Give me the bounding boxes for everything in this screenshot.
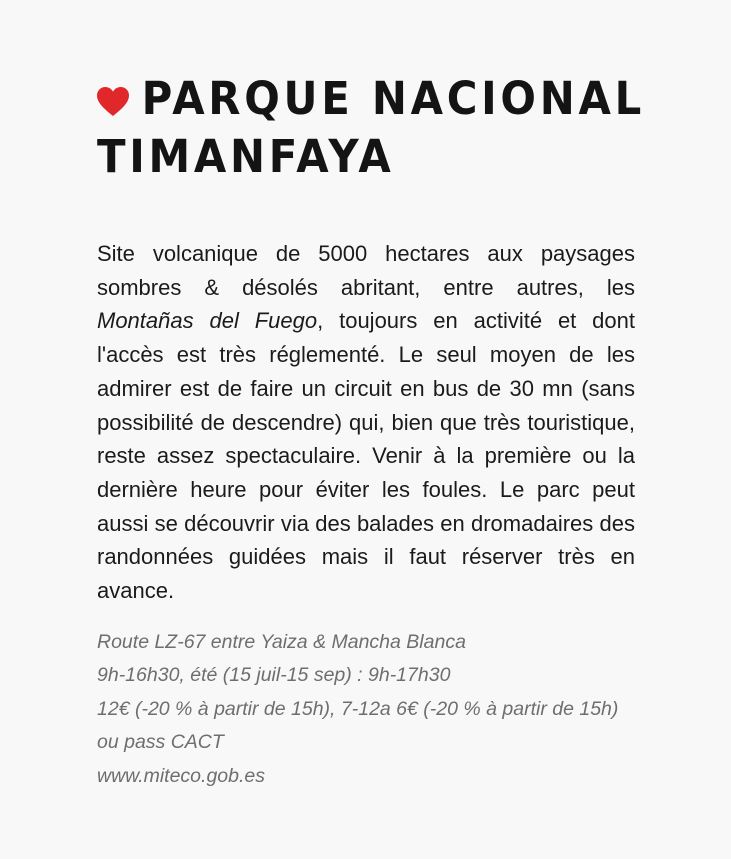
page-title xyxy=(97,70,645,186)
description-paragraph xyxy=(97,237,635,608)
practical-info xyxy=(97,626,637,794)
title-block xyxy=(97,70,645,186)
website-link[interactable]: www.miteco.gob.es xyxy=(97,764,265,787)
opening-hours-text: 9h-16h30, été (15 juil-15 sep) : 9h-17h30 xyxy=(97,664,451,687)
address-text: Route LZ-67 entre Yaiza & Mancha Blanca xyxy=(97,630,466,653)
listing-card xyxy=(97,70,645,793)
description-text-end: , toujours en activité et dont l'accès est très réglementé. Le seul moyen de les admirer est de faire un circuit en bus de 30 mn (sans possibilité de descendre) qui, bien que très touristique, reste assez spectaculaire. Venir à la première ou la dernière heure pour éviter les foules. Le parc peut aussi se découvrir via des balades en dromadaires des randonnées guidées mais il faut réserver très en avance. xyxy=(97,308,635,604)
description-emphasis: Montañas del Fuego xyxy=(97,308,318,334)
prices-text: 12€ (-20 % à partir de 15h), 7-12a 6€ (-20 % à partir de 15h) ou pass CACT xyxy=(97,697,619,754)
title-line-2: TIMANFAYA xyxy=(97,130,395,183)
description-text-start: Site volcanique de 5000 hectares aux paysages sombres & désolés abritant, entre autres, les xyxy=(97,241,635,300)
title-line-1: PARQUE NACIONAL xyxy=(141,72,645,125)
